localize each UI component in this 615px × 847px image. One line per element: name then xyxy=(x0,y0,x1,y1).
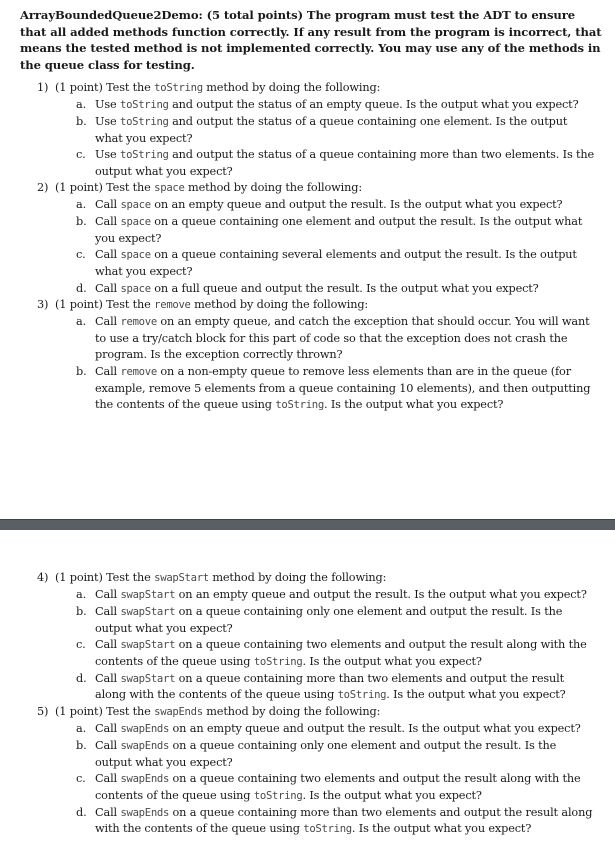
question-3b: b. Call remove on a non-empty queue to remove less elements than are in the queue (for xyxy=(76,365,571,378)
question-4b: b. Call swapStart on a queue containing only one element and output the result. Is the xyxy=(76,605,563,618)
question-2-heading: 2) (1 point) Test the space method by doing the following: xyxy=(37,181,362,194)
question-5d: d. Call swapEnds on a queue containing more than two elements and output the result along xyxy=(76,806,593,819)
question-5-heading: 5) (1 point) Test the swapEnds method by doing the following: xyxy=(37,705,381,718)
question-3a-continued: to use a try/catch block for this part of code so that the exception does not crash the xyxy=(95,332,568,345)
question-2c: c. Call space on a queue containing several elements and output the result. Is the output xyxy=(76,248,577,261)
question-2b: b. Call space on a queue containing one element and output the result. Is the output what xyxy=(76,215,583,228)
question-4c-continued: contents of the queue using toString. Is the output what you expect? xyxy=(95,655,482,668)
question-1-heading: 1) (1 point) Test the toString method by doing the following: xyxy=(37,81,381,94)
document-page-2 xyxy=(0,530,615,847)
question-4-heading: 4) (1 point) Test the swapStart method by doing the following: xyxy=(37,571,387,584)
question-5d-continued: with the contents of the queue using toString. Is the output what you expect? xyxy=(95,822,532,835)
question-1a: a. Use toString and output the status of an empty queue. Is the output what you expect? xyxy=(76,98,579,111)
question-5c: c. Call swapEnds on a queue containing two elements and output the result along with the xyxy=(76,772,581,785)
question-1c: c. Use toString and output the status of a queue containing more than two elements. Is the xyxy=(76,148,595,161)
question-number: 5) xyxy=(37,705,49,718)
question-4d-continued: along with the contents of the queue using toString. Is the output what you expect? xyxy=(95,688,566,701)
method-name: space xyxy=(154,182,185,194)
question-number: 2) xyxy=(37,181,49,194)
question-3b-continued-2: the contents of the queue using toString. Is the output what you expect? xyxy=(95,398,504,411)
question-5b-continued: output what you expect? xyxy=(95,756,233,769)
question-1b: b. Use toString and output the status of a queue containing one element. Is the output xyxy=(76,115,568,128)
question-3a: a. Call remove on an empty queue, and catch the exception that should occur. You will want xyxy=(76,315,590,328)
assignment-intro: ArrayBoundedQueue2Demo: (5 total points) The program must test the ADT to ensure that all added methods function correctly. If any result from the program is incorrect, that means the tested method is not implemented correctly. You may use any of the methods in the queue class for testing. xyxy=(20,8,602,73)
question-5a: a. Call swapEnds on an empty queue and output the result. Is the output what you expect? xyxy=(76,722,581,735)
question-2d: d. Call space on a full queue and output the result. Is the output what you expect? xyxy=(76,282,539,295)
method-name: toString xyxy=(154,82,203,94)
method-name: remove xyxy=(154,299,191,311)
question-1c-continued: output what you expect? xyxy=(95,165,233,178)
question-5c-continued: contents of the queue using toString. Is the output what you expect? xyxy=(95,789,482,802)
question-4b-continued: output what you expect? xyxy=(95,622,233,635)
question-number: 3) xyxy=(37,298,49,311)
question-3b-continued: example, remove 5 elements from a queue containing 10 elements), and then outputting xyxy=(95,382,591,395)
question-3-heading: 3) (1 point) Test the remove method by doing the following: xyxy=(37,298,369,311)
question-4d: d. Call swapStart on a queue containing more than two elements and output the result xyxy=(76,672,565,685)
question-3a-continued-2: program. Is the exception correctly thrown? xyxy=(95,348,343,361)
question-4c: c. Call swapStart on a queue containing two elements and output the result along with the xyxy=(76,638,587,651)
question-2c-continued: what you expect? xyxy=(95,265,193,278)
question-2a: a. Call space on an empty queue and output the result. Is the output what you expect? xyxy=(76,198,563,211)
question-number: 4) xyxy=(37,571,49,584)
method-name: swapStart xyxy=(154,572,209,584)
question-2b-continued: you expect? xyxy=(95,232,162,245)
question-number: 1) xyxy=(37,81,49,94)
question-5b: b. Call swapEnds on a queue containing only one element and output the result. Is the xyxy=(76,739,557,752)
question-1b-continued: what you expect? xyxy=(95,132,193,145)
method-name: swapEnds xyxy=(154,706,203,718)
question-4a: a. Call swapStart on an empty queue and output the result. Is the output what you expect? xyxy=(76,588,587,601)
